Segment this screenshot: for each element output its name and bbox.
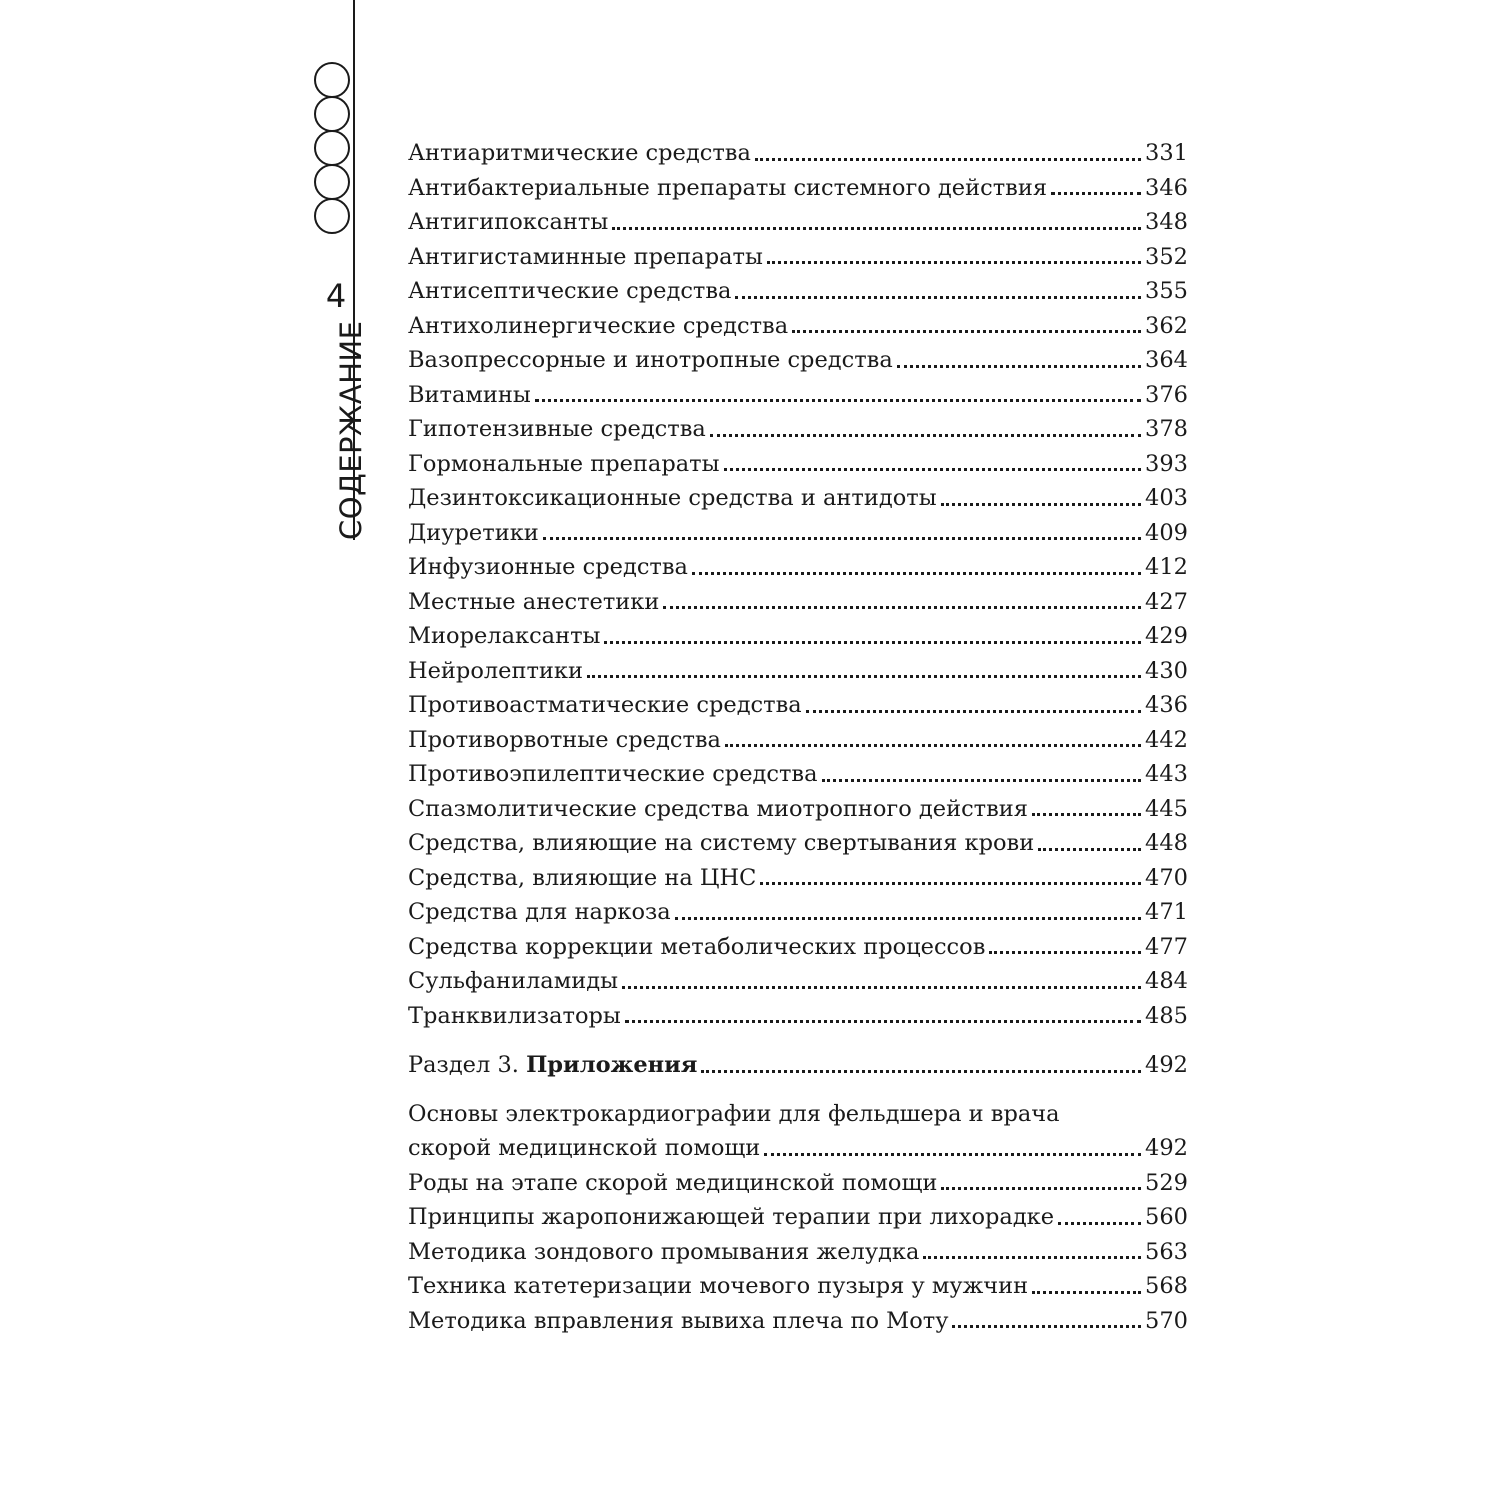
circle-decoration [314,164,350,200]
dot-leader [612,227,1141,230]
page-ref: 492 [1145,1135,1188,1161]
dot-leader [701,1070,1141,1073]
toc-entry[interactable] [408,481,1188,516]
page-ref: 362 [1145,312,1188,339]
page-ref: 348 [1145,209,1188,235]
page-ref: 355 [1145,278,1188,304]
entry-title: Миорелаксанты [408,623,601,649]
dot-leader [675,917,1141,920]
dot-leader [604,641,1141,644]
dot-leader [1038,848,1141,851]
toc-entry-line1: Основы электрокардиографии для фельдшера и врача [408,1100,1060,1127]
page-ref: 477 [1145,933,1188,960]
toc-entry[interactable] [408,826,1188,861]
dot-leader [760,882,1141,885]
page-ref: 570 [1145,1307,1188,1334]
dot-leader [755,158,1141,161]
page-ref: 376 [1145,381,1188,408]
page-ref: 436 [1145,692,1188,718]
entry-title: Противоастматические средства [408,692,802,718]
section-prefix: Раздел 3. [408,1052,527,1078]
toc-entry[interactable] [408,999,1188,1034]
toc-entry[interactable] [408,171,1188,206]
toc-entry[interactable] [408,723,1188,758]
appendix-entries [408,1166,1188,1339]
entry-title: Антихолинергические средства [408,312,789,339]
dot-leader [725,744,1141,747]
toc-entry[interactable] [408,964,1188,999]
toc-entry[interactable] [408,930,1188,965]
entry-title: Гормональные препараты [408,450,720,477]
toc-entry[interactable] [408,136,1188,171]
dot-leader [1058,1222,1141,1225]
entry-title: скорой медицинской помощи [408,1135,761,1161]
toc-entry[interactable] [408,205,1188,240]
entry-title: Нейролептики [408,657,583,684]
dot-leader [587,675,1141,678]
entry-title: Спазмолитические средства миотропного действия [408,795,1028,822]
page-ref: 378 [1145,416,1188,442]
toc-entry[interactable] [408,1200,1188,1235]
page-ref: 430 [1145,657,1188,684]
section-name: Приложения [526,1052,698,1078]
toc-entry[interactable] [408,274,1188,309]
entry-title: Средства, влияющие на систему свертывания крови [408,830,1035,856]
entry-title: Средства, влияющие на ЦНС [408,864,757,891]
page-ref: 443 [1145,761,1188,787]
dot-leader [622,986,1141,989]
circle-decoration [314,62,350,98]
margin-circles [314,62,354,232]
page-ref: 560 [1145,1204,1188,1230]
entry-title: Средства для наркоза [408,899,671,925]
entry-title: Антиаритмические средства [408,140,751,166]
page-ref: 331 [1145,140,1188,166]
page-ref: 403 [1145,485,1188,511]
page-ref: 412 [1145,554,1188,580]
toc-entry[interactable] [408,447,1188,482]
toc-entries [408,136,1188,1033]
toc-entry[interactable] [408,343,1188,378]
dot-leader [692,572,1141,575]
entry-title: Транквилизаторы [408,1002,621,1029]
dot-leader [822,779,1142,782]
toc-entry[interactable] [408,688,1188,723]
page-number: 4 [325,277,347,315]
entry-title: Принципы жаропонижающей терапии при лихорадке [408,1204,1055,1230]
section-title [408,1048,697,1083]
toc-entry[interactable] [408,654,1188,689]
page-ref: 563 [1145,1238,1188,1265]
entry-title: Антигистаминные препараты [408,243,763,270]
circle-decoration [314,130,350,166]
page-ref: 393 [1145,450,1188,477]
page-ref: 429 [1145,623,1188,649]
dot-leader [941,503,1141,506]
circle-decoration [314,198,350,234]
dot-leader [941,1187,1141,1190]
toc-entry[interactable] [408,861,1188,896]
entry-title: Методика зондового промывания желудка [408,1238,920,1265]
entry-title: Роды на этапе скорой медицинской помощи [408,1169,938,1196]
dot-leader [1032,813,1141,816]
toc-entry[interactable] [408,1235,1188,1270]
entry-title: Вазопрессорные и инотропные средства [408,347,893,373]
dot-leader [543,537,1141,540]
dot-leader [663,606,1141,609]
entry-title: Дезинтоксикационные средства и антидоты [408,485,937,511]
dot-leader [989,951,1141,954]
entry-title: Противорвотные средства [408,726,721,753]
page-ref: 352 [1145,243,1188,270]
toc-entry[interactable] [408,1166,1188,1201]
page-ref: 568 [1145,1273,1188,1299]
dot-leader [897,365,1141,368]
dot-leader [710,434,1141,437]
dot-leader [767,261,1141,264]
toc-entry[interactable] [408,757,1188,792]
entry-title: Техника катетеризации мочевого пузыря у мужчин [408,1273,1029,1299]
entry-title: Антигипоксанты [408,209,609,235]
toc-entry[interactable] [408,516,1188,551]
page-ref: 529 [1145,1169,1188,1196]
section-label: СОДЕРЖАНИЕ [334,320,368,540]
toc-entry[interactable] [408,1304,1188,1339]
toc-entry[interactable] [408,585,1188,620]
dot-leader [764,1153,1141,1156]
page-ref: 448 [1145,830,1188,856]
page-ref: 484 [1145,968,1188,994]
toc-entry[interactable] [408,550,1188,585]
toc-entry[interactable] [408,1131,1188,1166]
entry-title: Диуретики [408,519,539,546]
entry-title: Антисептические средства [408,278,732,304]
entry-title: Противоэпилептические средства [408,761,818,787]
page-ref: 492 [1145,1052,1188,1078]
page-ref: 427 [1145,588,1188,615]
circle-decoration [314,96,350,132]
toc-entry[interactable] [408,240,1188,275]
toc-entry[interactable] [408,792,1188,827]
page-ref: 470 [1145,864,1188,891]
entry-title: Местные анестетики [408,588,660,615]
dot-leader [792,330,1141,333]
toc-entry[interactable] [408,378,1188,413]
page-ref: 442 [1145,726,1188,753]
toc-entry[interactable] [408,1269,1188,1304]
dot-leader [625,1020,1141,1023]
toc-entry[interactable] [408,309,1188,344]
entry-title: Гипотензивные средства [408,416,706,442]
page-ref: 364 [1145,347,1188,373]
page-ref: 471 [1145,899,1188,925]
dot-leader [724,468,1142,471]
page-ref: 445 [1145,795,1188,822]
dot-leader [535,399,1141,402]
dot-leader [1051,192,1141,195]
dot-leader [735,296,1141,299]
page-ref: 409 [1145,519,1188,546]
entry-title: Антибактериальные препараты системного действия [408,174,1048,201]
entry-title: Витамины [408,381,531,408]
toc-entry[interactable] [408,619,1188,654]
section-heading[interactable] [408,1048,1188,1083]
page-ref: 346 [1145,174,1188,201]
toc-entry[interactable] [408,895,1188,930]
toc-entry[interactable] [408,412,1188,447]
dot-leader [923,1256,1141,1259]
table-of-contents [408,136,1188,1338]
dot-leader [806,710,1141,713]
entry-title: Сульфаниламиды [408,968,618,994]
entry-title: Методика вправления вывиха плеча по Моту [408,1307,949,1334]
dot-leader [1032,1291,1141,1294]
entry-title: Инфузионные средства [408,554,688,580]
entry-title: Средства коррекции метаболических процессов [408,933,986,960]
dot-leader [952,1325,1141,1328]
page-ref: 485 [1145,1002,1188,1029]
